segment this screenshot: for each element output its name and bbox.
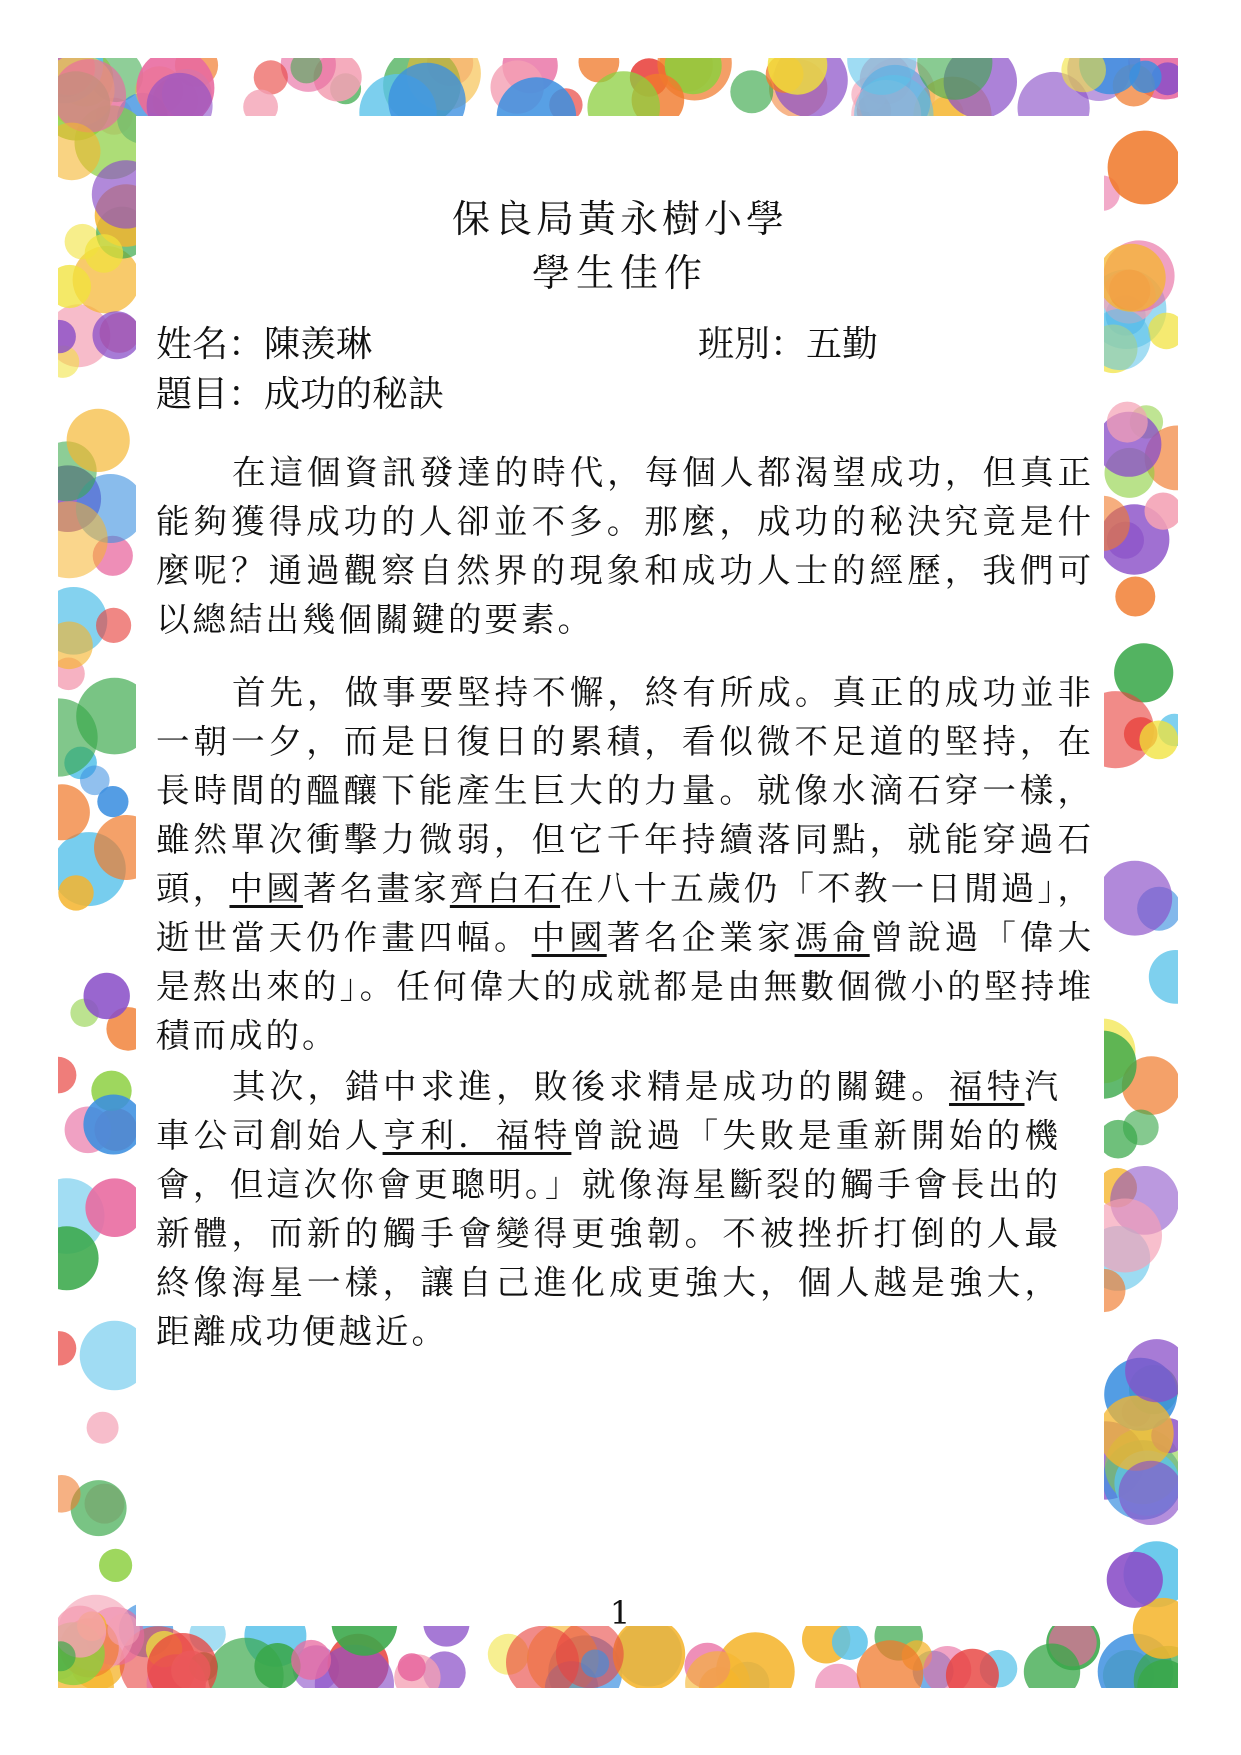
proper-noun: 中國 — [229, 869, 303, 908]
decorative-dot — [1099, 1396, 1174, 1471]
decorative-dot — [1129, 61, 1161, 93]
proper-noun: 中國 — [531, 918, 607, 957]
essay-topic: 成功的秘訣 — [264, 374, 445, 415]
page-frame — [58, 58, 1178, 1688]
decorative-dot — [1139, 721, 1178, 760]
essay-text: 著名企業家 — [606, 918, 795, 957]
decorative-dot — [80, 766, 110, 796]
decorative-dot — [581, 1650, 609, 1678]
document-title: 學生佳作 — [531, 251, 708, 295]
essay-text: 曾說過「失敗是重新開始的機會，但這次你會更聰明。」就像海星斷裂的觸手會長出的新體，而新的觸手會變得更強韌。不被挫折打倒的人最終像海星一樣，讓自己進化成更強大，個人越是強大，距離成功便越近。 — [156, 1116, 1062, 1351]
decorative-dot — [58, 784, 90, 840]
decorative-dot — [58, 1057, 76, 1094]
proper-noun: 馮侖 — [794, 918, 870, 957]
topic-label: 題目： — [156, 374, 265, 415]
proper-noun: 齊白石 — [449, 869, 561, 908]
decorative-dot — [87, 1412, 119, 1444]
student-name: 陳羡琳 — [264, 324, 373, 365]
decorative-dot — [99, 1549, 132, 1582]
proper-noun: 亨利．福特 — [382, 1116, 572, 1155]
decorative-dot — [58, 875, 93, 910]
student-class-row — [698, 316, 878, 367]
decorative-dot — [1149, 950, 1178, 1004]
name-label: 姓名： — [156, 324, 265, 365]
essay-text: 著名畫家 — [302, 869, 450, 908]
student-name-row — [156, 316, 372, 367]
essay-text: 在八十五歲仍「不教一日閒過」，逝世當天仍作畫四幅。 — [156, 869, 1095, 957]
proper-noun: 福特 — [949, 1067, 1025, 1106]
decorative-dot — [1097, 861, 1172, 936]
essay-text: 首先，做事要堅持不懈，終有所成。真正的成功並非一朝一夕，而是日復日的累積，看似微不足道的堅持，在長時間的醞釀下能產生巨大的力量。就像水滴石穿一樣，雖然單次衝擊力微弱，但它千年持續落同點，就能穿過石頭， — [156, 673, 1094, 908]
decorative-dot — [1098, 244, 1166, 312]
essay-paragraph-3 — [156, 1062, 1061, 1356]
essay-text: 曾說過「偉大是熬出來的」。任何偉大的成就都是由無數個微小的堅持堆積而成的。 — [156, 918, 1094, 1055]
decorative-dot — [84, 973, 130, 1019]
page-number: 1 — [609, 1594, 631, 1632]
decorative-dot — [1099, 1120, 1138, 1159]
decorative-dot — [1115, 577, 1155, 617]
decorative-dot — [83, 1095, 143, 1155]
decorative-dot — [1108, 131, 1178, 205]
topic-row — [156, 366, 444, 417]
class-label: 班別： — [698, 324, 807, 365]
decorative-dot — [85, 234, 124, 273]
decorative-dot — [254, 60, 288, 94]
decorative-dot — [1107, 402, 1148, 443]
decorative-dot — [1107, 1552, 1163, 1608]
decorative-dot — [398, 1653, 426, 1681]
document-sheet — [136, 116, 1104, 1632]
essay-text: 汽車公司創始人 — [156, 1067, 1062, 1155]
essay-paragraph-1 — [156, 448, 1094, 644]
essay-text: 其次，錯中求進，敗後求精是成功的關鍵。 — [232, 1067, 950, 1106]
decorative-dot — [815, 1664, 861, 1688]
decorative-dot — [93, 311, 141, 359]
decorative-dot — [291, 1640, 331, 1680]
essay-text: 在這個資訊發達的時代，每個人都渴望成功，但真正能夠獲得成功的人卻並不多。那麼，成功的秘決究竟是什麼呢？通過觀察自然界的現象和成功人士的經歷，我們可以總結出幾個關鍵的要素。 — [156, 453, 1094, 639]
decorative-dot — [67, 409, 130, 472]
school-name: 保良局黃永樹小學 — [451, 197, 788, 241]
student-class: 五勤 — [806, 324, 879, 365]
essay-paragraph-2 — [156, 668, 1094, 1060]
decorative-dot — [58, 1331, 76, 1365]
decorative-dot — [96, 608, 131, 643]
